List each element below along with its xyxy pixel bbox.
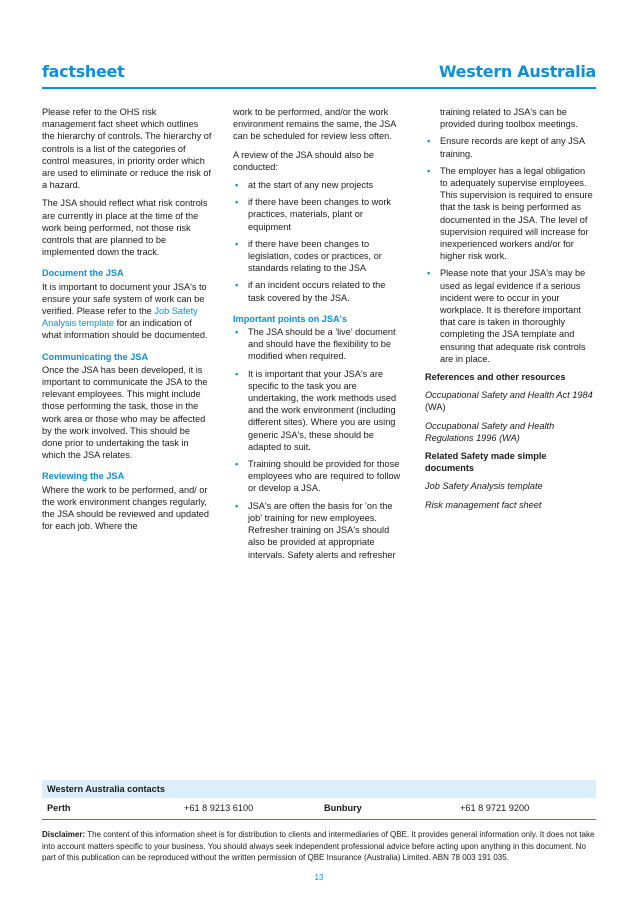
disclaimer-text: The content of this information sheet is for distribution to clients and intermediaries of QBE. It provides general information only. It does not take into account matters specific to your business. You should always seek independent professional advice before acting upon anything in this document. No part of this publication can be reproduced without the written permission of QBE Insurance (Australia) Limited. ABN 78 003 191 035. [42, 830, 595, 862]
reference-item[interactable]: Occupational Safety and Health Regulations 1996 (WA) [425, 420, 555, 443]
region-label: Western Australia [438, 62, 596, 81]
disclaimer [42, 829, 598, 864]
related-documents-heading: Related Safety made simple documents [425, 451, 547, 474]
reference-item[interactable]: Occupational Safety and Health Act 1984 (WA) [425, 390, 593, 413]
jsa-template-link[interactable]: Job Safety Analysis template [42, 306, 198, 329]
list-item: • Training should be provided for those employees who are required to follow or develop a JSA. [235, 459, 401, 494]
contacts-title: Western Australia contacts [47, 784, 165, 794]
related-document-link[interactable]: Job Safety Analysis template [425, 481, 543, 492]
column-2 [233, 106, 403, 567]
contact-phone: +61 8 9721 9200 [460, 803, 530, 813]
continued-list [425, 106, 595, 365]
bullet-icon: • [235, 500, 239, 511]
contact-phone: +61 8 9213 6100 [184, 803, 254, 813]
bullet-icon: • [235, 180, 239, 191]
list-item: • if there have been changes to legislation, codes or practices, or standards relating to the JSA [235, 238, 382, 274]
paragraph: It is important to document your JSA's to ensure your safe system of work can be verified. Please refer to the Job Safety Analysis template for an indication of what information should be documented. [42, 281, 208, 341]
contact-city: Perth [47, 803, 71, 813]
related-document-link[interactable]: Risk management fact sheet [425, 499, 542, 510]
list-item: • Please note that your JSA's may be used as legal evidence if a serious incident were to occur in your workplace. It is therefore important that care is taken in thoroughly completing the JSA template and ensuring that adequate risk controls are in place. [427, 268, 586, 364]
list-item: • It is important that your JSA's are specific to the task you are undertaking, the work methods used and the work environment (including different sites). Where you are using generic JSA's, these should be adapted to suit. [235, 368, 397, 452]
paragraph: Once the JSA has been developed, it is important to communicate the JSA to the relevant employees. This might include those performing the task, those in the work area or those who may be affected by the work involved. This should be done prior to undertaking the task in which the JSA relates. [42, 364, 208, 461]
bullet-icon: • [427, 268, 431, 279]
page-header [42, 62, 596, 86]
list-item: • at the start of any new projects [235, 180, 374, 191]
section-heading-reviewing: Reviewing the JSA [42, 471, 125, 482]
bullet-icon: • [235, 368, 239, 379]
section-heading-important-points: Important points on JSA's [233, 313, 347, 324]
list-item: • if there have been changes to work practices, materials, plant or equipment [235, 197, 392, 232]
brand-label: factsheet [42, 62, 125, 81]
bullet-icon: • [235, 280, 239, 291]
bullet-icon: • [427, 136, 431, 147]
references-heading: References and other resources [425, 372, 566, 383]
bullet-icon: • [235, 238, 239, 249]
contacts-title-bar [42, 780, 596, 798]
contacts-row [42, 799, 596, 820]
column-3 [425, 106, 595, 517]
list-item: • JSA's are often the basis for 'on the job' training for new employees. Refresher training on JSA's should also be provided at appropriate intervals. Safety alerts and refresher [235, 500, 396, 560]
paragraph: The JSA should reflect what risk controls are currently in place at the time of the work being performed, not those risk controls that are planned to be implemented down the track. [42, 198, 208, 258]
list-item: • Ensure records are kept of any JSA training. [427, 136, 585, 159]
bullet-icon: • [427, 165, 431, 176]
paragraph: Where the work to be performed, and/ or the work environment changes regularly, the JSA should be reviewed and updated for each job. Where the [42, 484, 210, 532]
points-list [233, 326, 403, 561]
contacts-table [42, 780, 596, 819]
list-item: • The JSA should be a 'live' document and should have the flexibility to be modified when required. [235, 327, 396, 362]
bullet-icon: • [235, 459, 239, 470]
list-item: • if an incident occurs related to the task covered by the JSA. [235, 280, 386, 303]
page-number: 13 [314, 873, 324, 882]
section-heading-communicating: Communicating the JSA [42, 351, 149, 362]
paragraph: Please refer to the OHS risk management fact sheet which outlines the hierarchy of controls. The hierarchy of controls is a list of the categories of control measures, in priority order which are used to eliminate or reduce the risk of a hazard. [42, 107, 212, 191]
list-item: • The employer has a legal obligation to adequately supervise employees. This supervision is required to ensure that the task is being performed as documented in the JSA. The level of supervision required will increase for inexperienced workers and/or for higher risk work. [427, 165, 593, 262]
bullet-icon: • [235, 327, 239, 338]
bullet-icon: • [235, 197, 239, 208]
header-rule [42, 87, 596, 89]
section-heading-document: Document the JSA [42, 268, 124, 279]
disclaimer-label: Disclaimer: [42, 830, 86, 839]
contact-city: Bunbury [324, 803, 362, 813]
list-item: training related to JSA's can be provided during toolbox meetings. [440, 107, 578, 130]
column-1 [42, 106, 212, 539]
paragraph: work to be performed, and/or the work environment remains the same, the JSA can be scheduled for review less often. [233, 107, 396, 142]
review-list [233, 179, 403, 304]
paragraph: A review of the JSA should also be conducted: [233, 149, 374, 172]
